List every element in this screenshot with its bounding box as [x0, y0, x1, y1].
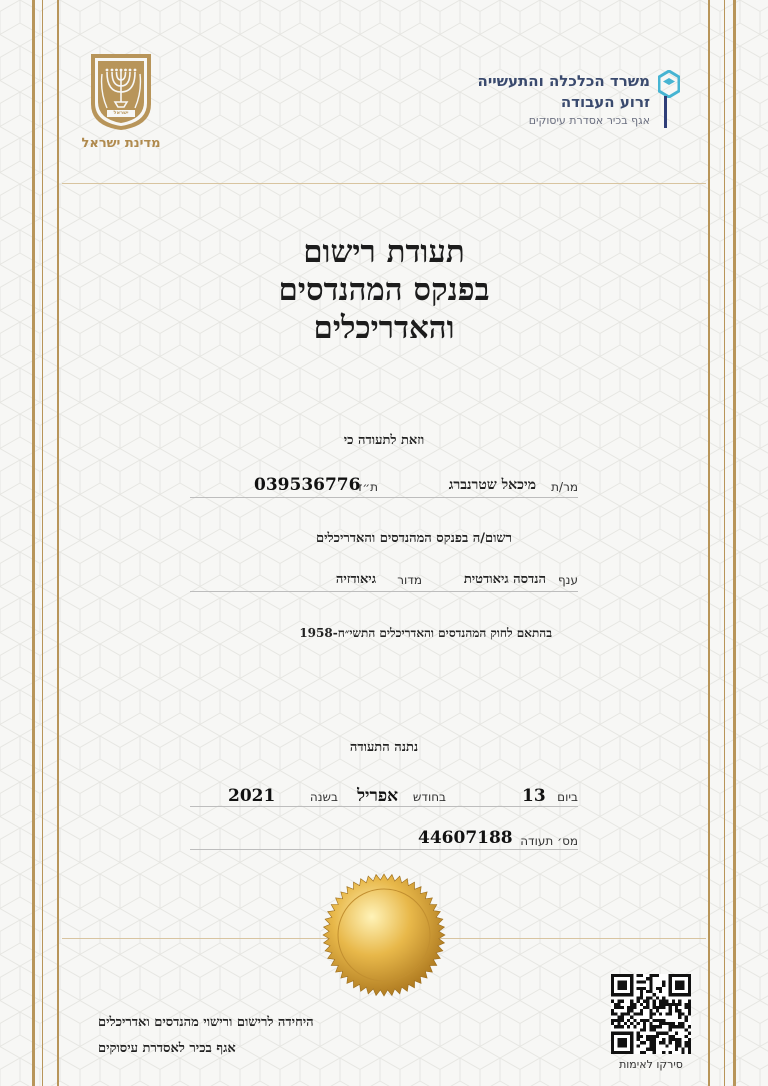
emblem-inscription: ישראל [113, 110, 129, 116]
branch-value: הנדסה גיאודטית [463, 572, 546, 587]
cert-number-value: 44607188 [418, 828, 513, 848]
ministry-division: זרוע העבודה [560, 93, 650, 111]
issued-heading: נתנה התעודה [349, 740, 419, 755]
footer-line2: אגף בכיר לאסדרת עיסוקים [98, 1041, 236, 1056]
honorific-label: מר/ת [551, 480, 578, 494]
month-label: בחודש [412, 790, 446, 804]
qr-label: סירקו לאימות [619, 1058, 683, 1071]
ministry-name: משרד הכלכלה והתעשייה [477, 72, 650, 90]
registered-text: רשום/ה בפנקס המהנדסים והאדריכלים [316, 531, 512, 546]
holder-name: מיכאל שטרנברג [448, 477, 536, 493]
ministry-department: אגף בכיר אסדרת עיסוקים [528, 114, 650, 127]
branch-label: ענף [558, 573, 578, 587]
header-divider [62, 183, 706, 184]
ministry-logo-icon [658, 70, 680, 98]
section-label: מדור [397, 573, 422, 587]
menorah-emblem-icon [87, 52, 155, 132]
border-line-left-outer [32, 0, 35, 1086]
cert-number-underline [190, 849, 578, 850]
border-line-right-third [708, 0, 710, 1086]
certify-intro: וזאת לתעודה כי [343, 433, 425, 448]
border-line-left-inner [42, 0, 43, 1086]
holder-underline [190, 497, 578, 498]
border-line-left-third [57, 0, 59, 1086]
border-line-right-outer [733, 0, 736, 1086]
footer-line1: היחידה לרישום ורישוי מהנדסים ואדריכלים [98, 1015, 314, 1030]
year-label: בשנה [309, 790, 338, 804]
law-text: בהתאם לחוק המהנדסים והאדריכלים התשי״ח-1958 [299, 626, 552, 640]
border-line-right-inner [724, 0, 725, 1086]
ministry-bar [664, 96, 667, 128]
gold-seal-icon [322, 873, 446, 997]
day-label: ביום [557, 790, 578, 804]
year-value: 2021 [228, 786, 276, 806]
certificate-title-line3: והאדריכלים [313, 310, 455, 346]
id-label: ת״ז [358, 480, 378, 494]
state-name: מדינת ישראל [81, 136, 161, 151]
section-value: גיאודזיה [335, 572, 376, 587]
id-number: 039536776 [254, 475, 361, 495]
qr-code-icon[interactable] [611, 974, 691, 1054]
day-value: 13 [522, 786, 546, 806]
month-value: אפריל [357, 786, 398, 806]
date-underline [190, 806, 578, 807]
branch-underline [190, 591, 578, 592]
ministry-header [478, 72, 650, 127]
certificate-title-line2: בפנקס המהנדסים [278, 272, 490, 308]
certificate-title-line1: תעודת רישום [303, 234, 465, 270]
cert-number-label: מס׳ תעודה [520, 834, 578, 848]
